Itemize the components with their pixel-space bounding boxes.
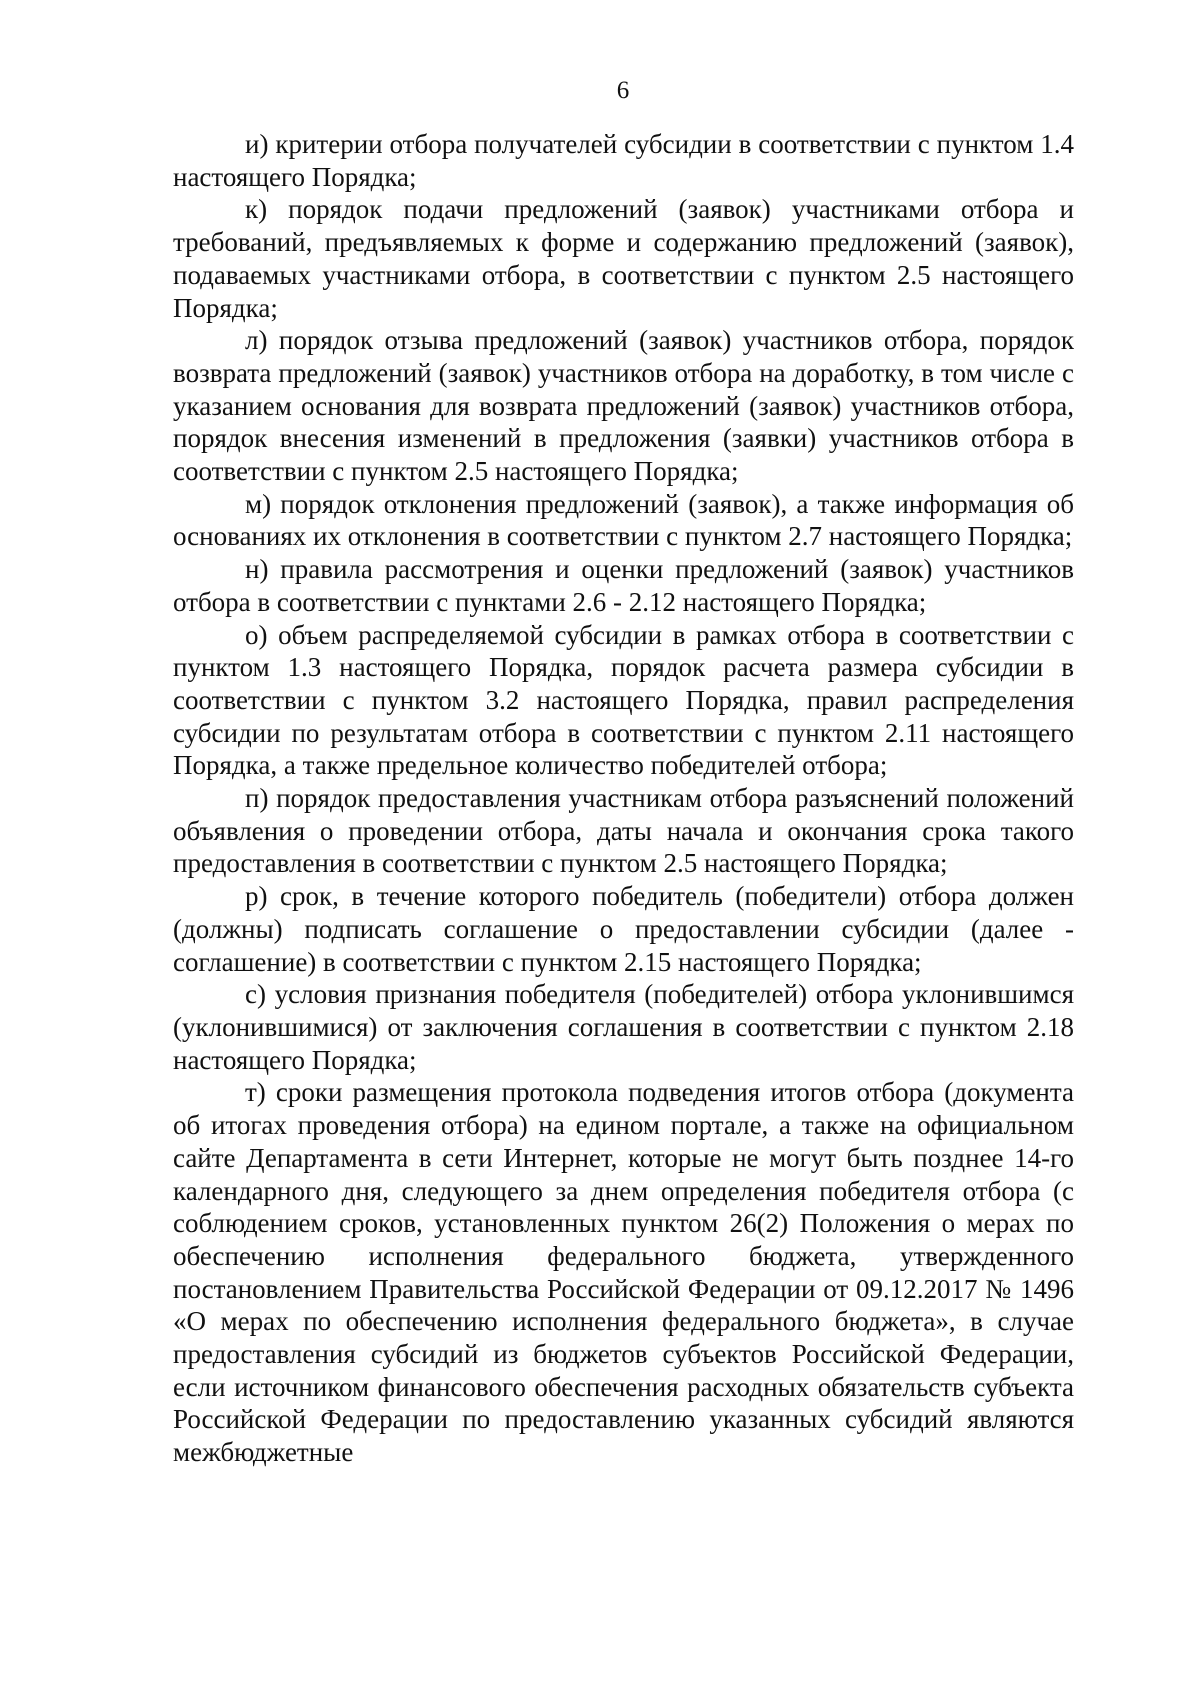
paragraph-r: р) срок, в течение которого победитель (победители) отбора должен (должны) подписать соглашение о предоставлении субсидии (далее - соглашение) в соответствии с пунктом 2.15 настоящего Порядка; xyxy=(173,881,1074,977)
paragraph-m: м) порядок отклонения предложений (заявок), а также информация об основаниях их отклонения в соответствии с пунктом 2.7 настоящего Порядка; xyxy=(173,488,1074,552)
paragraph-p: п) порядок предоставления участникам отбора разъяснений положений объявления о проведении отбора, даты начала и окончания срока такого предоставления в соответствии с пунктом 2.5 настоящего Порядка; xyxy=(173,783,1074,879)
document-body xyxy=(173,128,1074,1469)
paragraph-t: т) сроки размещения протокола подведения итогов отбора (документа об итогах проведения отбора) на едином портале, а также на официальном сайте Департамента в сети Интернет, которые не могут быть позднее 14-го календарного дня, следующего за днем определения победителя отбора (с соблюдением сроков, установленных пунктом 26(2) Положения о мерах по обеспечению исполнения федерального бюджета, утвержденного постановлением Правительства Российской Федерации от 09.12.2017 № 1496 «О мерах по обеспечению исполнения федерального бюджета», в случае предоставления субсидий из бюджетов субъектов Российской Федерации, если источником финансового обеспечения расходных обязательств субъекта Российской Федерации по предоставлению указанных субсидий являются межбюджетные xyxy=(173,1077,1074,1468)
paragraph-n: н) правила рассмотрения и оценки предложений (заявок) участников отбора в соответствии с пунктами 2.6 - 2.12 настоящего Порядка; xyxy=(173,554,1074,617)
paragraph-l: л) порядок отзыва предложений (заявок) участников отбора, порядок возврата предложений (заявок) участников отбора на доработку, в том числе с указанием основания для возврата предложений (заявок) участников отбора, порядок внесения изменений в предложения (заявки) участников отбора в соответствии с пунктом 2.5 настоящего Порядка; xyxy=(173,325,1074,487)
paragraph-k: к) порядок подачи предложений (заявок) участниками отбора и требований, предъявляемых к форме и содержанию предложений (заявок), подаваемых участниками отбора, в соответствии с пунктом 2.5 настоящего Порядка; xyxy=(173,194,1074,323)
page-number: 6 xyxy=(616,77,630,104)
paragraph-i: и) критерии отбора получателей субсидии в соответствии с пунктом 1.4 настоящего Порядка; xyxy=(173,129,1074,192)
paragraph-o: о) объем распределяемой субсидии в рамках отбора в соответствии с пунктом 1.3 настоящего Порядка, порядок расчета размера субсидии в соответствии с пунктом 3.2 настоящего Порядка, правил распределения субсидии по результатам отбора в соответствии с пунктом 2.11 настоящего Порядка, а также предельное количество победителей отбора; xyxy=(173,619,1074,781)
paragraph-s: с) условия признания победителя (победителей) отбора уклонившимся (уклонившимися) от заключения соглашения в соответствии с пунктом 2.18 настоящего Порядка; xyxy=(173,979,1074,1075)
